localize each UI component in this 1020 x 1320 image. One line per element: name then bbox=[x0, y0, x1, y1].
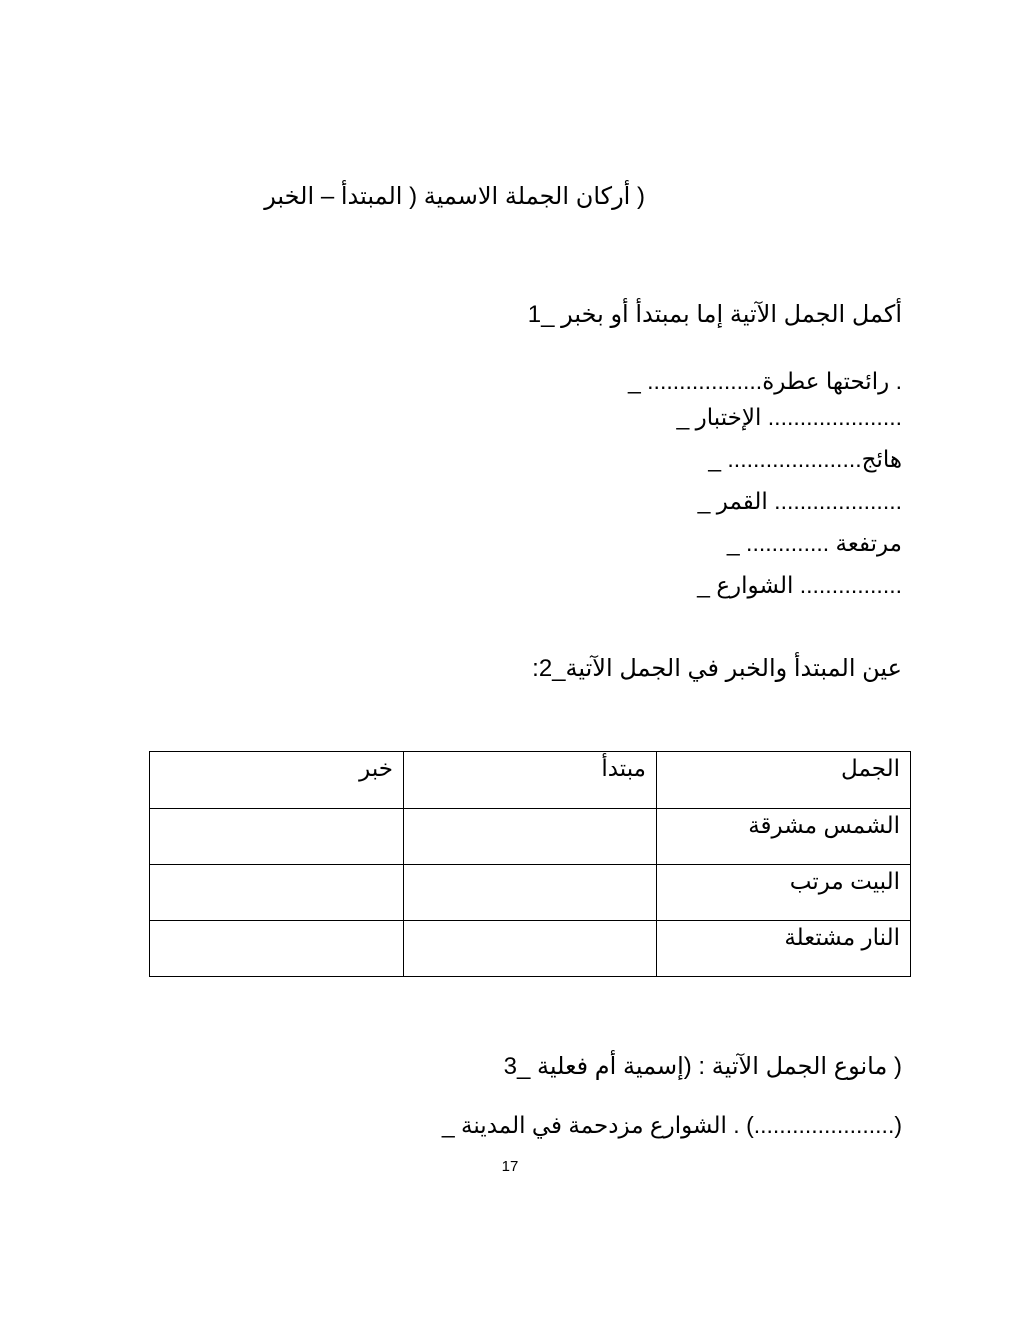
subject-answer-cell[interactable] bbox=[404, 809, 657, 865]
predicate-answer-cell[interactable] bbox=[150, 865, 404, 921]
table-header-row bbox=[150, 752, 911, 809]
subject-answer-cell[interactable] bbox=[404, 865, 657, 921]
predicate-answer-cell[interactable] bbox=[150, 809, 404, 865]
exercise-1-heading: أكمل الجمل الآتية إما بمبتدأ أو بخبر _1 bbox=[527, 301, 902, 328]
table-row bbox=[150, 809, 911, 865]
exercise-2-heading: عين المبتدأ والخبر في الجمل الآتية_2: bbox=[532, 655, 902, 682]
table-row bbox=[150, 865, 911, 921]
subject-predicate-table bbox=[149, 751, 911, 977]
sentence-cell: النار مشتعلة bbox=[657, 921, 911, 977]
header-subject: مبتدأ bbox=[404, 752, 657, 809]
header-sentences: الجمل bbox=[657, 752, 911, 809]
predicate-answer-cell[interactable] bbox=[150, 921, 404, 977]
exercise-1-item: .................... القمر _ bbox=[697, 488, 902, 514]
sentence-cell: البيت مرتب bbox=[657, 865, 911, 921]
exercise-1-item: هائج..................... _ bbox=[708, 446, 902, 472]
page-number: 17 bbox=[501, 1158, 519, 1175]
exercise-3-heading: ( مانوع الجمل الآتية : (إسمية أم فعلية _3 bbox=[503, 1053, 902, 1080]
exercise-1-item: . رائحتها عطرة.................. _ bbox=[627, 368, 902, 394]
exercise-1-item: ..................... الإختبار _ bbox=[676, 404, 902, 430]
header-predicate: خبر bbox=[150, 752, 404, 809]
worksheet-title: ( أركان الجملة الاسمية ( المبتدأ – الخبر bbox=[264, 183, 645, 210]
table-row bbox=[150, 921, 911, 977]
exercise-1-item: ................ الشوارع _ bbox=[697, 572, 902, 598]
sentence-cell: الشمس مشرقة bbox=[657, 809, 911, 865]
exercise-3-item: (......................) . الشوارع مزدحمة في المدينة _ bbox=[441, 1112, 902, 1138]
subject-answer-cell[interactable] bbox=[404, 921, 657, 977]
exercise-1-item: مرتفعة ............. _ bbox=[726, 530, 902, 556]
